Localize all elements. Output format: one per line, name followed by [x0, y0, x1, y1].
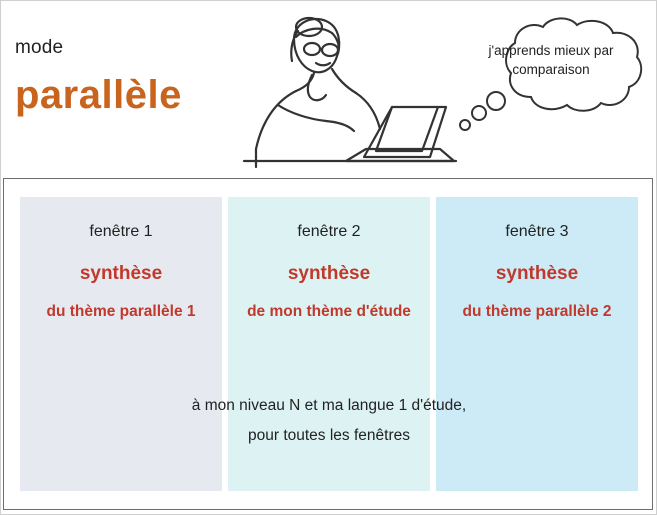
thought-bubble-text: j'apprends mieux par comparaison [488, 43, 614, 77]
window-2-header: fenêtre 2 [297, 223, 361, 240]
mode-title: parallèle [15, 73, 182, 117]
header-section [1, 1, 657, 176]
window-3-synthesis: synthèse [495, 263, 579, 284]
window-1-subtitle: du thème parallèle 1 [46, 303, 196, 320]
thought-bubble [453, 13, 648, 123]
footer-line-2: pour toutes les fenêtres [248, 427, 410, 444]
window-column-2 [228, 197, 430, 491]
window-3-header: fenêtre 3 [505, 223, 569, 240]
parallel-mode-panel [3, 178, 653, 510]
window-2-subtitle: de mon thème d'étude [247, 303, 411, 320]
window-1-header: fenêtre 1 [89, 223, 153, 240]
window-column-1 [20, 197, 222, 491]
person-studying-illustration [216, 9, 461, 177]
windows-columns [4, 179, 654, 509]
window-3-subtitle: du thème parallèle 2 [462, 303, 612, 320]
window-column-3 [436, 197, 638, 491]
window-2-synthesis: synthèse [287, 263, 371, 284]
mode-label: mode [15, 37, 64, 58]
footer-line-1: à mon niveau N et ma langue 1 d'étude, [191, 397, 467, 414]
window-1-synthesis: synthèse [79, 263, 163, 284]
